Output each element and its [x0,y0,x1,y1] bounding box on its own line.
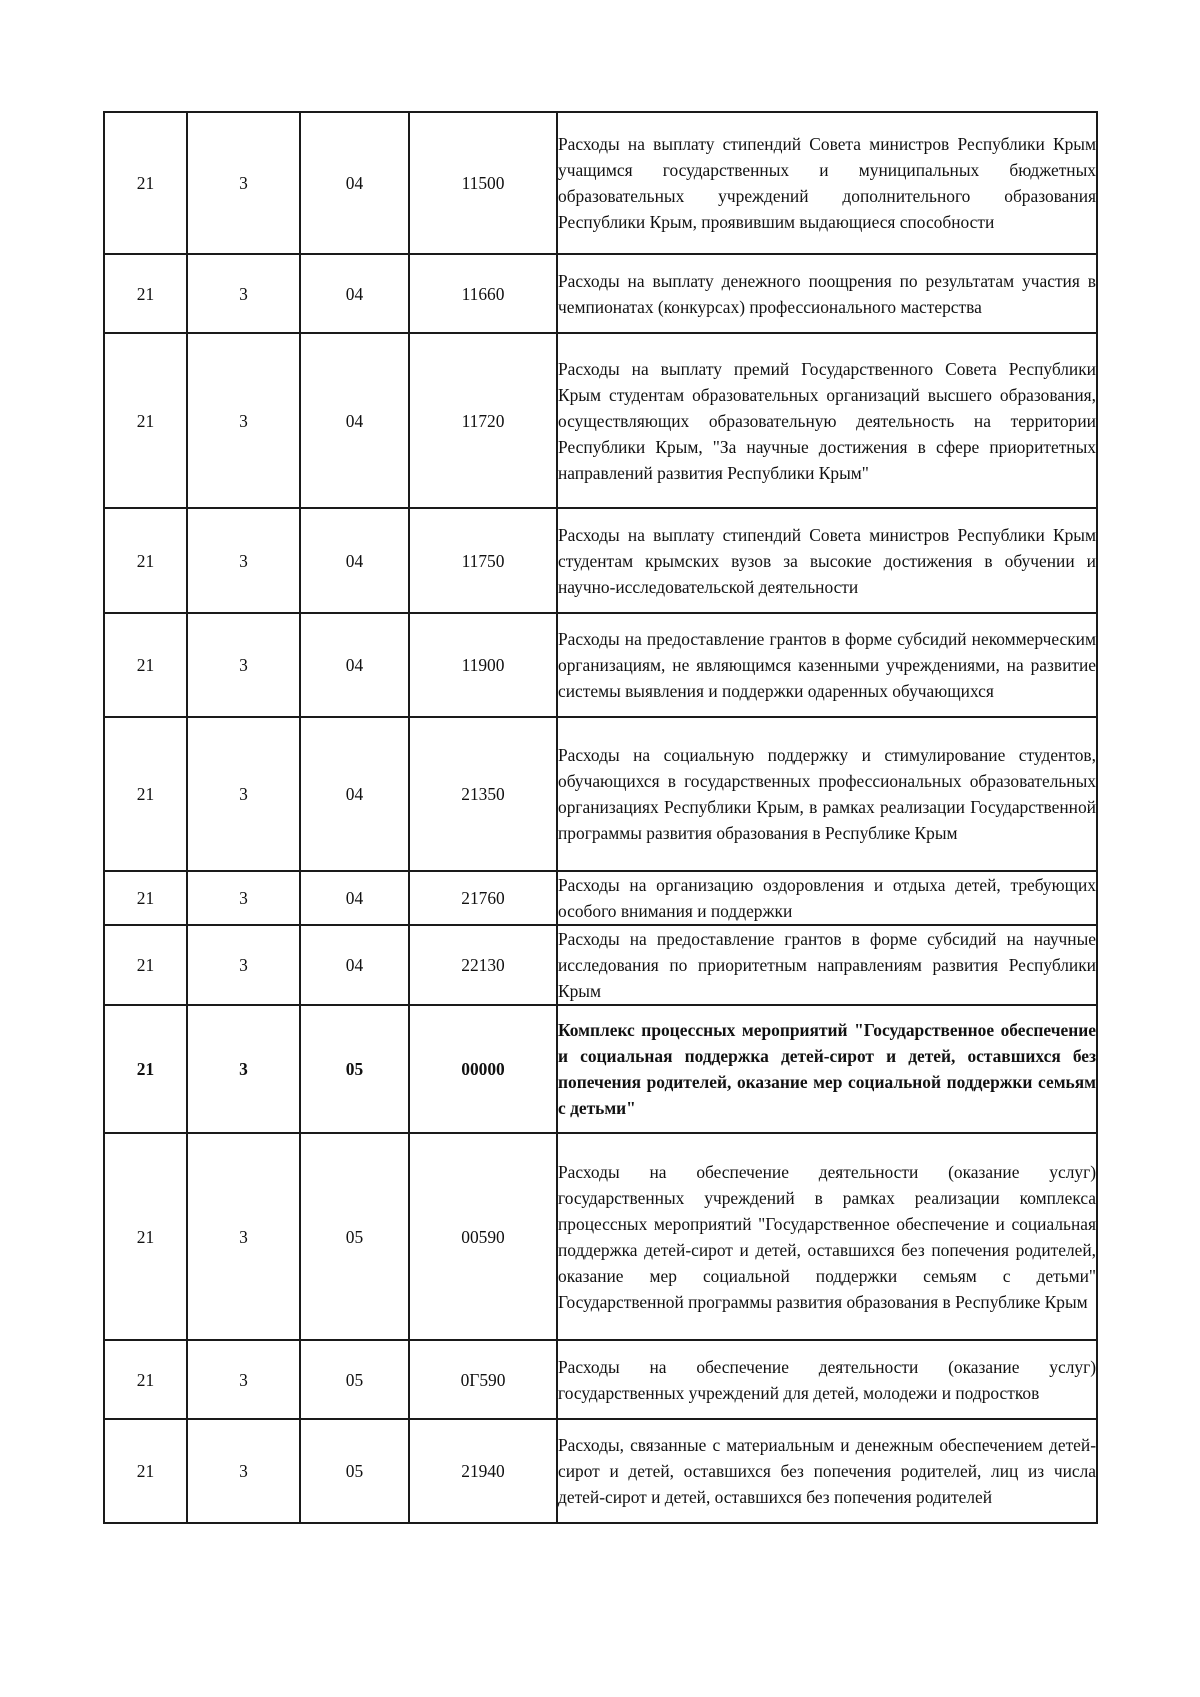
subprogram-code-cell: 3 [187,1419,300,1523]
direction-code-cell: 21760 [409,871,557,925]
description-cell: Расходы на выплату стипендий Совета министров Республики Крым студентам крымских вузов за высокие достижения в обучении и научно-исследовательской деятельности [557,508,1097,613]
table-row [104,717,1097,871]
table-row [104,508,1097,613]
description-cell: Расходы на организацию оздоровления и отдыха детей, требующих особого внимания и поддержки [557,871,1097,925]
description-cell: Расходы на обеспечение деятельности (оказание услуг) государственных учреждений в рамках реализации комплекса процессных мероприятий "Государственное обеспечение и социальная поддержка детей-сирот и детей, оставшихся без попечения родителей, оказание мер социальной поддержки семьям с детьми" Государственной программы развития образования в Республике Крым [557,1133,1097,1340]
program-code-cell: 21 [104,1005,187,1133]
activity-code-cell: 04 [300,717,409,871]
direction-code-cell: 11500 [409,112,557,254]
table-row [104,333,1097,508]
table-row [104,613,1097,717]
program-code-cell: 21 [104,254,187,333]
subprogram-code-cell: 3 [187,254,300,333]
activity-code-cell: 04 [300,508,409,613]
subprogram-code-cell: 3 [187,1005,300,1133]
subprogram-code-cell: 3 [187,717,300,871]
description-cell: Расходы, связанные с материальным и денежным обеспечением детей-сирот и детей, оставшихся без попечения родителей, лиц из числа детей-сирот и детей, оставшихся без попечения родителей [557,1419,1097,1523]
direction-code-cell: 00000 [409,1005,557,1133]
description-cell: Расходы на выплату денежного поощрения по результатам участия в чемпионатах (конкурсах) профессионального мастерства [557,254,1097,333]
program-code-cell: 21 [104,508,187,613]
table-row [104,1133,1097,1340]
activity-code-cell: 04 [300,925,409,1005]
direction-code-cell: 22130 [409,925,557,1005]
table-row-section-heading [104,1005,1097,1133]
program-code-cell: 21 [104,1419,187,1523]
program-code-cell: 21 [104,871,187,925]
program-code-cell: 21 [104,112,187,254]
subprogram-code-cell: 3 [187,508,300,613]
description-cell: Расходы на обеспечение деятельности (оказание услуг) государственных учреждений для детей, молодежи и подростков [557,1340,1097,1419]
program-code-cell: 21 [104,925,187,1005]
direction-code-cell: 11900 [409,613,557,717]
activity-code-cell: 05 [300,1340,409,1419]
subprogram-code-cell: 3 [187,925,300,1005]
table-row [104,925,1097,1005]
direction-code-cell: 21350 [409,717,557,871]
activity-code-cell: 04 [300,254,409,333]
table-row [104,112,1097,254]
activity-code-cell: 04 [300,333,409,508]
description-cell: Расходы на выплату премий Государственного Совета Республики Крым студентам образовательных организаций высшего образования, осуществляющих образовательную деятельность на территории Республики Крым, "За научные достижения в сфере приоритетных направлений развития Республики Крым" [557,333,1097,508]
direction-code-cell: 11720 [409,333,557,508]
table-row [104,254,1097,333]
activity-code-cell: 04 [300,112,409,254]
activity-code-cell: 04 [300,871,409,925]
table-row [104,871,1097,925]
direction-code-cell: 11750 [409,508,557,613]
subprogram-code-cell: 3 [187,1133,300,1340]
description-cell: Расходы на предоставление грантов в форме субсидий на научные исследования по приоритетным направлениям развития Республики Крым [557,925,1097,1005]
subprogram-code-cell: 3 [187,871,300,925]
program-code-cell: 21 [104,1340,187,1419]
table-row [104,1419,1097,1523]
activity-code-cell: 05 [300,1005,409,1133]
table-row [104,1340,1097,1419]
direction-code-cell: 21940 [409,1419,557,1523]
activity-code-cell: 04 [300,613,409,717]
direction-code-cell: 0Г590 [409,1340,557,1419]
direction-code-cell: 11660 [409,254,557,333]
subprogram-code-cell: 3 [187,1340,300,1419]
budget-classification-table [103,111,1098,1524]
activity-code-cell: 05 [300,1419,409,1523]
description-cell: Расходы на выплату стипендий Совета министров Республики Крым учащимся государственных и муниципальных бюджетных образовательных учреждений дополнительного образования Республики Крым, проявившим выдающиеся способности [557,112,1097,254]
description-cell: Расходы на социальную поддержку и стимулирование студентов, обучающихся в государственных профессиональных образовательных организациях Республики Крым, в рамках реализации Государственной программы развития образования в Республике Крым [557,717,1097,871]
subprogram-code-cell: 3 [187,333,300,508]
description-cell: Расходы на предоставление грантов в форме субсидий некоммерческим организациям, не являющимся казенными учреждениями, на развитие системы выявления и поддержки одаренных обучающихся [557,613,1097,717]
subprogram-code-cell: 3 [187,613,300,717]
program-code-cell: 21 [104,1133,187,1340]
description-cell: Комплекс процессных мероприятий "Государственное обеспечение и социальная поддержка детей-сирот и детей, оставшихся без попечения родителей, оказание мер социальной поддержки семьям с детьми" [557,1005,1097,1133]
direction-code-cell: 00590 [409,1133,557,1340]
program-code-cell: 21 [104,333,187,508]
program-code-cell: 21 [104,717,187,871]
subprogram-code-cell: 3 [187,112,300,254]
activity-code-cell: 05 [300,1133,409,1340]
program-code-cell: 21 [104,613,187,717]
